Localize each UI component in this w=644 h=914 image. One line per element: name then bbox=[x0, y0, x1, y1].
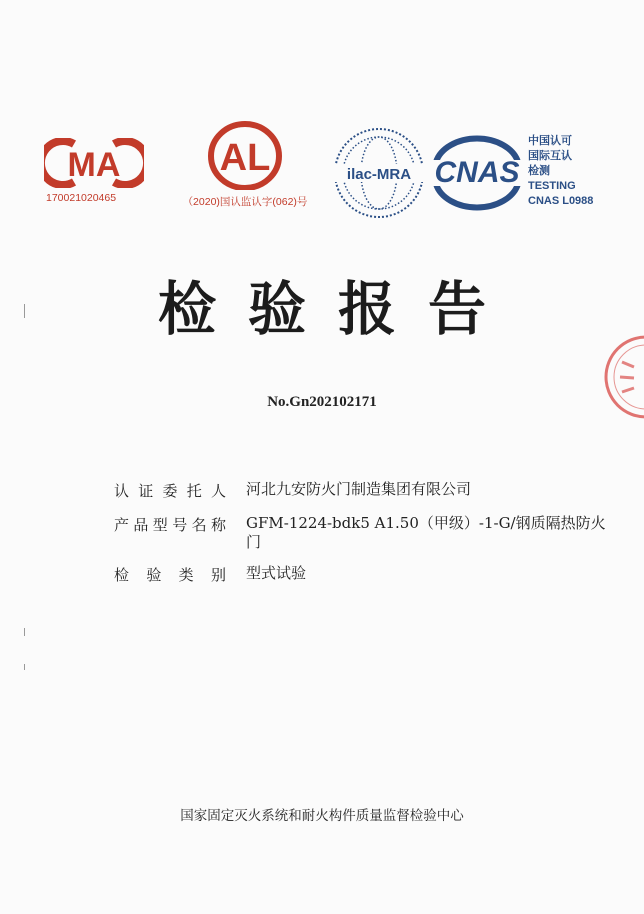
margin-tick bbox=[24, 628, 25, 636]
cal-caption: （2020)国认监认字(062)号 bbox=[182, 196, 308, 208]
info-row-client bbox=[114, 480, 614, 502]
report-number: No.Gn202102171 bbox=[267, 394, 377, 410]
cnas-mark-icon bbox=[428, 132, 526, 212]
margin-tick bbox=[24, 664, 25, 670]
cnas-line-5: CNAS L0988 bbox=[528, 195, 594, 207]
test-type-value: 型式试验 bbox=[246, 564, 307, 582]
client-label: 认证委托人 bbox=[114, 482, 226, 500]
issuing-organization: 国家固定灭火系统和耐火构件质量监督检验中心 bbox=[180, 808, 464, 824]
info-row-type bbox=[114, 564, 614, 586]
margin-tick bbox=[24, 304, 25, 318]
info-row-product bbox=[114, 514, 614, 552]
cnas-line-4: TESTING bbox=[528, 180, 576, 192]
cal-mark-icon bbox=[170, 120, 320, 190]
cnas-line-2: 国际互认 bbox=[528, 150, 572, 162]
cnas-line-3: 检测 bbox=[528, 165, 550, 177]
cnas-logo bbox=[428, 132, 526, 212]
cnas-line-1: 中国认可 bbox=[528, 135, 572, 147]
ilac-mra-logo bbox=[330, 124, 428, 222]
client-value: 河北九安防火门制造集团有限公司 bbox=[246, 480, 472, 498]
cma-mark-icon bbox=[44, 138, 144, 188]
cma-logo bbox=[44, 138, 154, 204]
cma-number: 170021020465 bbox=[46, 192, 117, 204]
cnas-text: CNAS bbox=[434, 156, 520, 189]
ilac-text: ilac-MRA bbox=[346, 166, 412, 183]
seal-stamp-icon bbox=[604, 322, 644, 432]
report-title: 检验报告 bbox=[157, 275, 518, 343]
report-info bbox=[114, 480, 614, 598]
ilac-globe-icon bbox=[330, 124, 428, 222]
cal-logo bbox=[170, 120, 320, 209]
product-value: GFM-1224-bdk5 A1.50（甲级）-1-G/钢质隔热防火门 bbox=[246, 514, 606, 551]
product-label: 产品型号名称 bbox=[114, 516, 226, 534]
cnas-side-text bbox=[528, 134, 638, 209]
test-type-label: 检验类别 bbox=[114, 566, 226, 584]
cma-letters: MA bbox=[67, 146, 121, 184]
cal-letters: AL bbox=[219, 137, 271, 179]
